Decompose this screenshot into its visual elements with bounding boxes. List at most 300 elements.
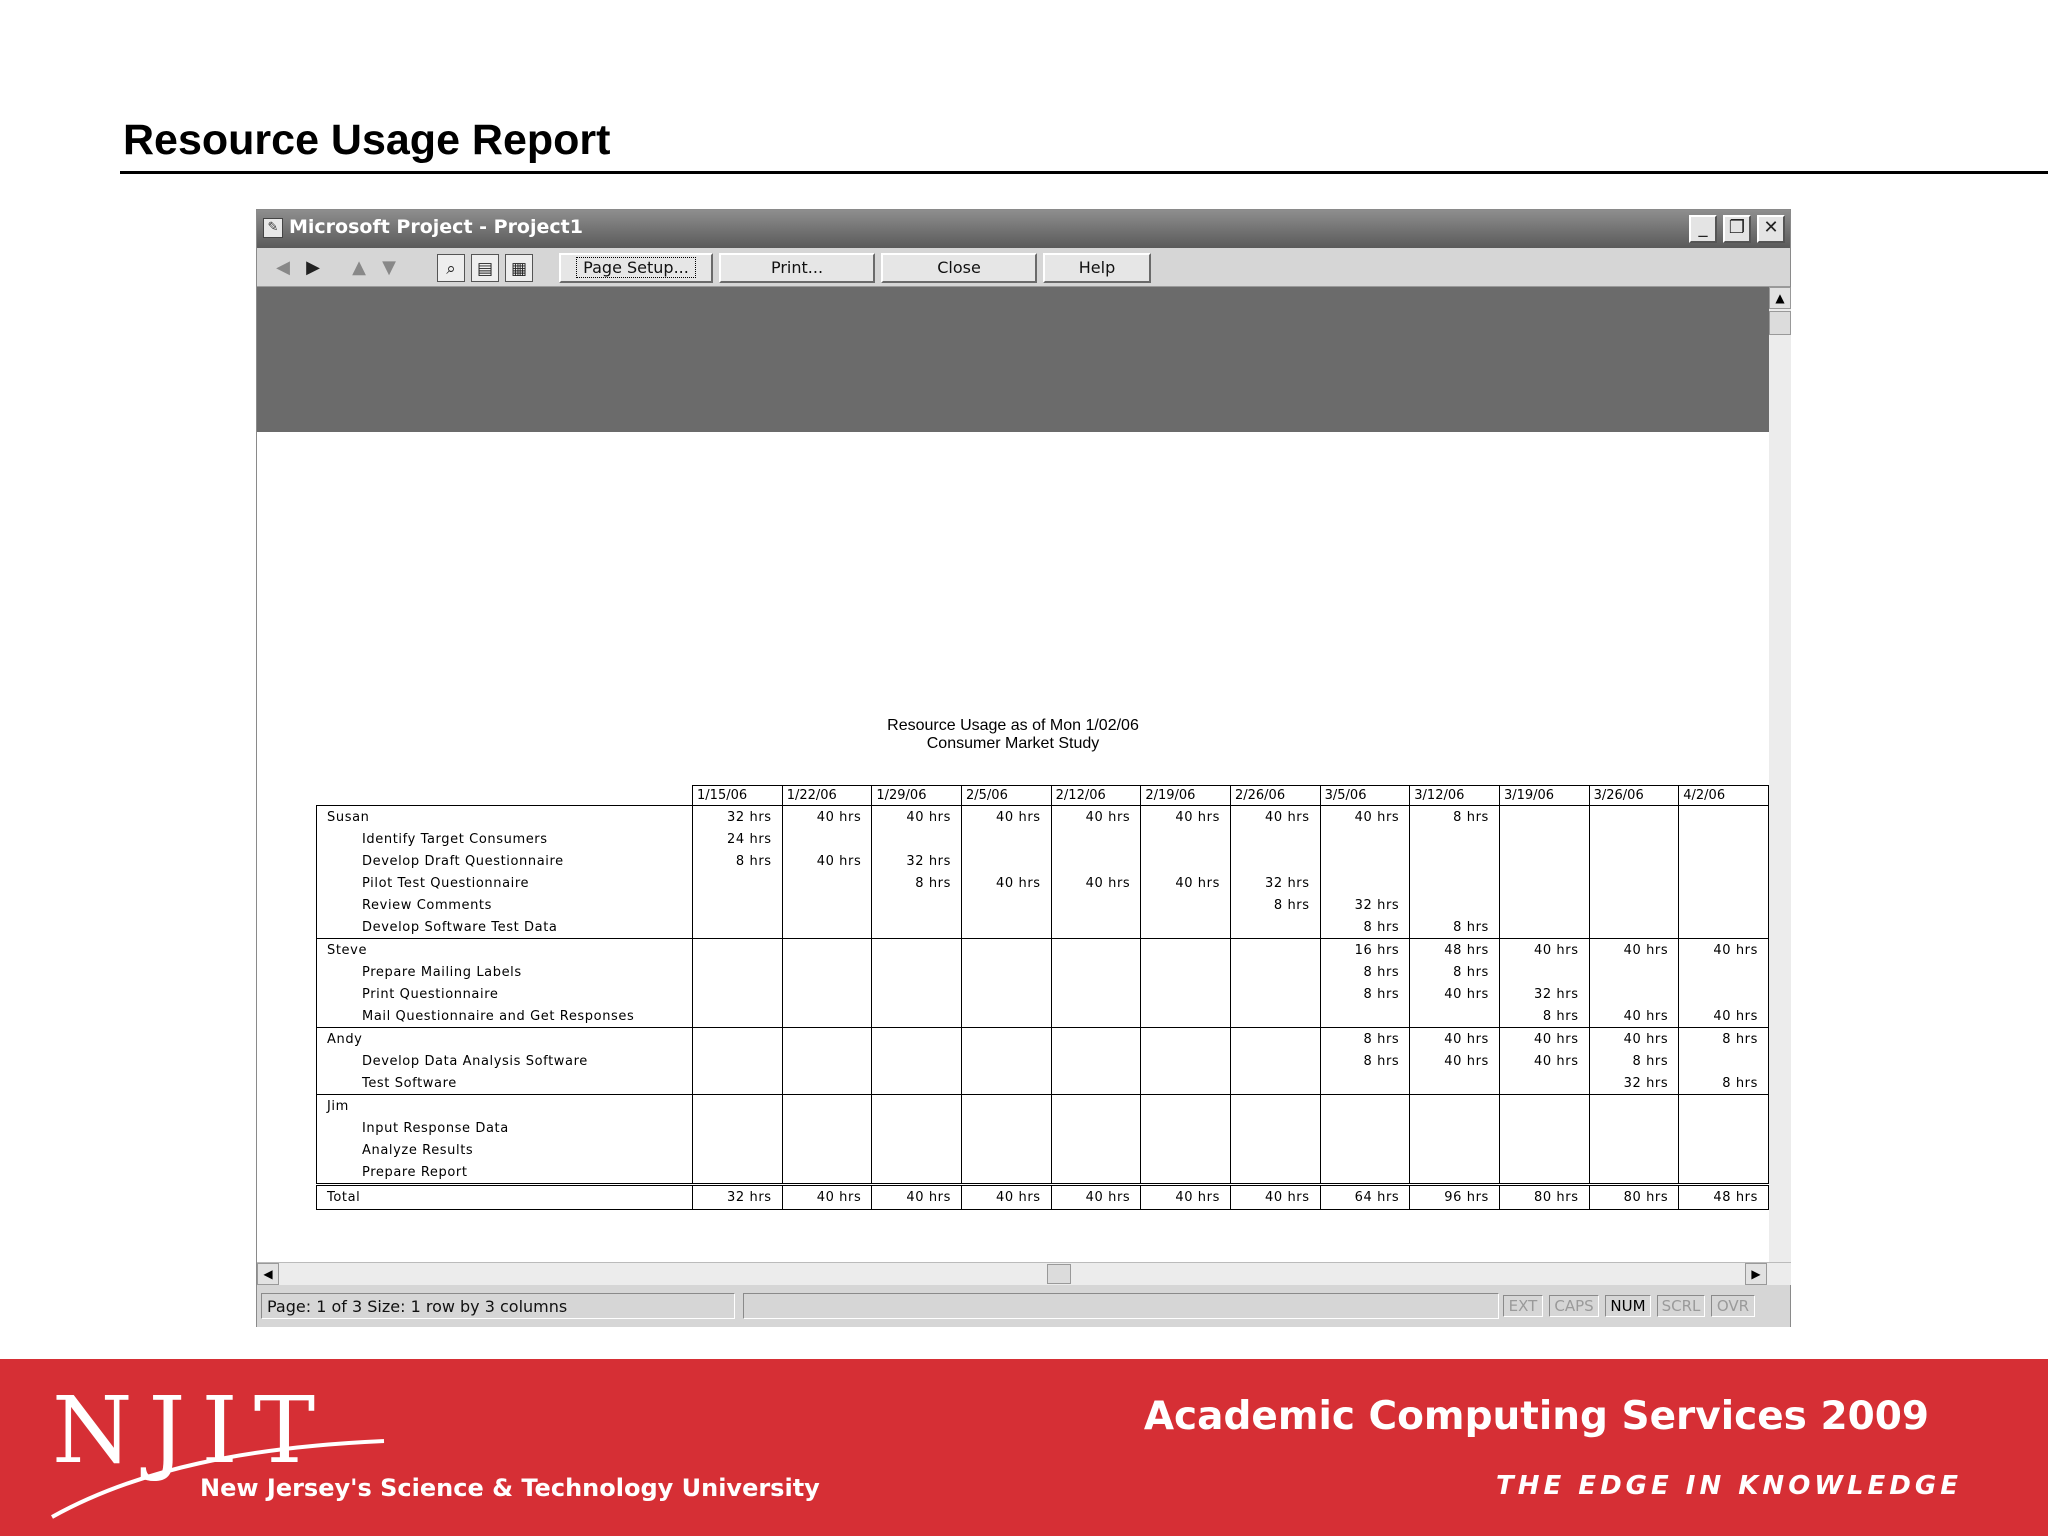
row-name: Develop Draft Questionnaire (317, 850, 693, 872)
total-label: Total (317, 1185, 693, 1210)
hours-cell (1051, 894, 1141, 916)
hours-cell (693, 1050, 783, 1072)
footer-banner (0, 1359, 2048, 1536)
hours-cell (1410, 850, 1500, 872)
horizontal-scroll-thumb[interactable] (1047, 1264, 1071, 1284)
hours-cell (872, 1161, 962, 1185)
date-header-cell: 2/26/06 (1230, 786, 1320, 806)
resource-row (317, 1095, 1769, 1118)
hours-cell: 8 hrs (1679, 1072, 1769, 1095)
hours-cell (1589, 1095, 1679, 1118)
hours-cell: 48 hrs (1410, 939, 1500, 962)
hours-cell (1230, 1161, 1320, 1185)
hours-cell (1679, 1050, 1769, 1072)
hours-cell (1679, 1161, 1769, 1185)
hours-cell (1320, 872, 1410, 894)
hours-cell (872, 894, 962, 916)
hours-cell: 32 hrs (1589, 1072, 1679, 1095)
row-name: Mail Questionnaire and Get Responses (317, 1005, 693, 1028)
status-num: NUM (1605, 1295, 1651, 1317)
hours-cell (1141, 983, 1231, 1005)
hours-cell: 40 hrs (1589, 1028, 1679, 1051)
report-body (317, 806, 1769, 1210)
hours-cell (872, 1095, 962, 1118)
njit-logo: NJIT (52, 1377, 332, 1484)
date-header-cell: 1/15/06 (693, 786, 783, 806)
row-name: Input Response Data (317, 1117, 693, 1139)
hours-cell (782, 916, 872, 939)
row-name: Jim (317, 1095, 693, 1118)
hours-cell (1141, 828, 1231, 850)
hours-cell (1499, 1095, 1589, 1118)
hours-cell: 8 hrs (1679, 1028, 1769, 1051)
hours-cell (693, 939, 783, 962)
hours-cell (1230, 1028, 1320, 1051)
hours-cell (693, 1095, 783, 1118)
hours-cell (1679, 1095, 1769, 1118)
hours-cell: 40 hrs (1320, 806, 1410, 829)
date-header-cell: 3/26/06 (1589, 786, 1679, 806)
hours-cell (1499, 828, 1589, 850)
resource-usage-table (316, 785, 1769, 1210)
status-well-middle (743, 1293, 1499, 1319)
hours-cell: 40 hrs (1051, 872, 1141, 894)
hours-cell: 8 hrs (1410, 806, 1500, 829)
row-name: Review Comments (317, 894, 693, 916)
hours-cell: 40 hrs (962, 806, 1052, 829)
task-row (317, 828, 1769, 850)
hours-cell (1499, 916, 1589, 939)
hours-cell: 8 hrs (693, 850, 783, 872)
hours-cell (1679, 894, 1769, 916)
hours-cell (782, 1095, 872, 1118)
hours-cell (1589, 1161, 1679, 1185)
hours-cell: 32 hrs (1230, 872, 1320, 894)
row-name: Develop Software Test Data (317, 916, 693, 939)
hours-cell (1320, 1095, 1410, 1118)
hours-cell (1679, 828, 1769, 850)
status-scrl: SCRL (1657, 1295, 1705, 1317)
footer-motto: THE EDGE IN KNOWLEDGE (1496, 1471, 1962, 1501)
footer-org: Academic Computing Services 2009 (1143, 1394, 1929, 1439)
hours-cell (872, 1139, 962, 1161)
hours-cell (1051, 961, 1141, 983)
hours-cell (1410, 1072, 1500, 1095)
hours-cell (872, 916, 962, 939)
hours-cell (1230, 939, 1320, 962)
task-row (317, 1139, 1769, 1161)
hours-cell (1051, 916, 1141, 939)
one-page-icon[interactable]: ▤ (471, 254, 499, 282)
task-row (317, 850, 1769, 872)
hours-cell: 8 hrs (872, 872, 962, 894)
hours-cell (1141, 1005, 1231, 1028)
hours-cell (1410, 872, 1500, 894)
hours-cell (1499, 1072, 1589, 1095)
total-cell: 40 hrs (872, 1185, 962, 1210)
close-icon[interactable]: ✕ (1757, 215, 1785, 243)
hours-cell: 40 hrs (1589, 939, 1679, 962)
row-name: Prepare Report (317, 1161, 693, 1185)
hours-cell (872, 939, 962, 962)
minimize-icon[interactable]: _ (1689, 215, 1717, 243)
hours-cell (962, 1050, 1052, 1072)
resource-row (317, 1028, 1769, 1051)
hours-cell (1679, 1117, 1769, 1139)
hours-cell (693, 1028, 783, 1051)
task-row (317, 1005, 1769, 1028)
vertical-scrollbar[interactable] (1769, 287, 1791, 1262)
hours-cell: 40 hrs (1499, 939, 1589, 962)
hours-cell (782, 828, 872, 850)
hours-cell (1051, 939, 1141, 962)
row-name: Andy (317, 1028, 693, 1051)
row-name: Susan (317, 806, 693, 829)
total-cell: 40 hrs (962, 1185, 1052, 1210)
row-name: Pilot Test Questionnaire (317, 872, 693, 894)
multiple-pages-icon[interactable]: ▦ (505, 254, 533, 282)
task-row (317, 1072, 1769, 1095)
hours-cell (1230, 916, 1320, 939)
status-ovr: OVR (1711, 1295, 1755, 1317)
hours-cell (962, 1072, 1052, 1095)
hours-cell (1589, 983, 1679, 1005)
hours-cell: 40 hrs (782, 850, 872, 872)
hours-cell (1051, 1139, 1141, 1161)
hours-cell (1141, 1161, 1231, 1185)
status-caps: CAPS (1549, 1295, 1599, 1317)
hours-cell: 8 hrs (1320, 961, 1410, 983)
row-name: Analyze Results (317, 1139, 693, 1161)
hours-cell (1051, 828, 1141, 850)
hours-cell (1230, 961, 1320, 983)
title-rule (120, 171, 2048, 174)
hours-cell (872, 1050, 962, 1072)
hours-cell (1499, 872, 1589, 894)
date-header-cell: 1/22/06 (782, 786, 872, 806)
hours-cell (782, 1028, 872, 1051)
hours-cell: 40 hrs (962, 872, 1052, 894)
vertical-scroll-thumb[interactable] (1769, 311, 1791, 335)
row-name: Identify Target Consumers (317, 828, 693, 850)
hours-cell (1679, 872, 1769, 894)
hours-cell (1141, 961, 1231, 983)
scroll-up-icon[interactable]: ▲ (1769, 287, 1791, 309)
hours-cell (1230, 1050, 1320, 1072)
total-row (317, 1185, 1769, 1210)
total-cell: 80 hrs (1499, 1185, 1589, 1210)
hours-cell (1230, 1005, 1320, 1028)
hours-cell: 32 hrs (693, 806, 783, 829)
row-name: Develop Data Analysis Software (317, 1050, 693, 1072)
resource-row (317, 939, 1769, 962)
hours-cell (1589, 916, 1679, 939)
hours-cell (1589, 1139, 1679, 1161)
status-bar (257, 1285, 1790, 1327)
hours-cell (1499, 806, 1589, 829)
app-icon[interactable]: ✎ (263, 218, 283, 238)
hours-cell: 16 hrs (1320, 939, 1410, 962)
hours-cell (1320, 1139, 1410, 1161)
arrow-right-icon[interactable]: ▶ (306, 257, 320, 278)
date-header-row (317, 786, 1769, 806)
close-button[interactable]: Close (881, 253, 1037, 283)
hours-cell: 8 hrs (1410, 916, 1500, 939)
hours-cell (1410, 1005, 1500, 1028)
hours-cell (693, 961, 783, 983)
hours-cell (693, 1139, 783, 1161)
hours-cell: 40 hrs (1410, 1028, 1500, 1051)
hours-cell (872, 1005, 962, 1028)
hours-cell (693, 1117, 783, 1139)
hours-cell (693, 1005, 783, 1028)
hours-cell: 8 hrs (1320, 916, 1410, 939)
restore-icon[interactable]: ❐ (1723, 215, 1751, 243)
hours-cell (1589, 850, 1679, 872)
hours-cell (1410, 1095, 1500, 1118)
hours-cell (782, 961, 872, 983)
hours-cell (1141, 1139, 1231, 1161)
hours-cell (693, 1161, 783, 1185)
window-titlebar[interactable] (257, 210, 1790, 248)
hours-cell: 40 hrs (1141, 806, 1231, 829)
hours-cell (1589, 872, 1679, 894)
hours-cell (693, 872, 783, 894)
hours-cell: 40 hrs (1679, 1005, 1769, 1028)
hours-cell (693, 894, 783, 916)
hours-cell (962, 1028, 1052, 1051)
hours-cell (1320, 828, 1410, 850)
hours-cell (962, 850, 1052, 872)
hours-cell: 8 hrs (1320, 1028, 1410, 1051)
hours-cell (872, 1028, 962, 1051)
total-cell: 40 hrs (1051, 1185, 1141, 1210)
hours-cell (1141, 916, 1231, 939)
task-row (317, 1161, 1769, 1185)
task-row (317, 916, 1769, 939)
report-subtitle: Consumer Market Study (926, 735, 1100, 752)
total-cell: 32 hrs (693, 1185, 783, 1210)
hours-cell (1589, 894, 1679, 916)
page-setup-label: Page Setup... (576, 257, 696, 278)
hours-cell (1051, 1028, 1141, 1051)
zoom-icon[interactable]: ⌕ (437, 254, 465, 282)
hours-cell (782, 1161, 872, 1185)
help-button[interactable]: Help (1043, 253, 1151, 283)
hours-cell (1589, 1117, 1679, 1139)
hours-cell (962, 961, 1052, 983)
task-row (317, 983, 1769, 1005)
hours-cell (1320, 1161, 1410, 1185)
hours-cell (1051, 983, 1141, 1005)
hours-cell (872, 1117, 962, 1139)
hours-cell (1051, 1117, 1141, 1139)
hours-cell (1141, 1072, 1231, 1095)
arrow-left-icon[interactable]: ◀ (276, 257, 290, 278)
hours-cell (962, 1139, 1052, 1161)
hours-cell: 8 hrs (1589, 1050, 1679, 1072)
status-text: Page: 1 of 3 Size: 1 row by 3 columns (267, 1297, 568, 1316)
hours-cell: 24 hrs (693, 828, 783, 850)
hours-cell (782, 1072, 872, 1095)
hours-cell (1141, 1050, 1231, 1072)
total-cell: 48 hrs (1679, 1185, 1769, 1210)
hours-cell (962, 1161, 1052, 1185)
slide-title: Resource Usage Report (123, 116, 611, 164)
hours-cell (962, 1005, 1052, 1028)
hours-cell (962, 828, 1052, 850)
hours-cell (782, 983, 872, 1005)
hours-cell (962, 1117, 1052, 1139)
hours-cell (1051, 1072, 1141, 1095)
hours-cell (872, 828, 962, 850)
hours-cell (1589, 828, 1679, 850)
hours-cell: 8 hrs (1410, 961, 1500, 983)
hours-cell (1499, 1161, 1589, 1185)
date-header-cell: 3/5/06 (1320, 786, 1410, 806)
hours-cell: 40 hrs (1499, 1050, 1589, 1072)
arrow-down-icon[interactable]: ▼ (382, 257, 396, 278)
hours-cell (1320, 1117, 1410, 1139)
hours-cell: 32 hrs (1499, 983, 1589, 1005)
preview-page (257, 432, 1769, 1262)
hours-cell (1499, 1139, 1589, 1161)
horizontal-scrollbar[interactable] (257, 1262, 1791, 1285)
row-name: Print Questionnaire (317, 983, 693, 1005)
hours-cell (1410, 1117, 1500, 1139)
hours-cell (1320, 850, 1410, 872)
hours-cell: 40 hrs (1679, 939, 1769, 962)
hours-cell (1499, 1117, 1589, 1139)
hours-cell (693, 1072, 783, 1095)
date-header-cell: 4/2/06 (1679, 786, 1769, 806)
status-ext: EXT (1503, 1295, 1543, 1317)
hours-cell (693, 983, 783, 1005)
scroll-left-icon[interactable]: ◀ (257, 1263, 279, 1285)
hours-cell (1679, 806, 1769, 829)
hours-cell: 8 hrs (1320, 983, 1410, 1005)
page-setup-button[interactable] (559, 253, 713, 283)
date-header-cell: 2/5/06 (962, 786, 1052, 806)
print-button[interactable]: Print... (719, 253, 875, 283)
hours-cell (782, 894, 872, 916)
task-row (317, 961, 1769, 983)
hours-cell (1051, 1095, 1141, 1118)
total-cell: 80 hrs (1589, 1185, 1679, 1210)
hours-cell (1679, 983, 1769, 1005)
task-row (317, 1117, 1769, 1139)
hours-cell (962, 983, 1052, 1005)
hours-cell (1410, 1161, 1500, 1185)
hours-cell (872, 983, 962, 1005)
hours-cell (1410, 894, 1500, 916)
hours-cell: 32 hrs (872, 850, 962, 872)
hours-cell (1230, 983, 1320, 1005)
hours-cell (1499, 894, 1589, 916)
hours-cell (1051, 1050, 1141, 1072)
hours-cell (1230, 1139, 1320, 1161)
total-cell: 40 hrs (1141, 1185, 1231, 1210)
hours-cell (1141, 1028, 1231, 1051)
preview-toolbar (257, 248, 1790, 287)
hours-cell (782, 1139, 872, 1161)
hours-cell (962, 894, 1052, 916)
total-cell: 64 hrs (1320, 1185, 1410, 1210)
scroll-right-icon[interactable]: ▶ (1745, 1263, 1767, 1285)
hours-cell: 40 hrs (872, 806, 962, 829)
hours-cell (782, 939, 872, 962)
hours-cell (1679, 850, 1769, 872)
hours-cell: 8 hrs (1230, 894, 1320, 916)
print-preview-window (256, 209, 1791, 1327)
hours-cell (1230, 1072, 1320, 1095)
hours-cell: 40 hrs (1141, 872, 1231, 894)
hours-cell: 40 hrs (1410, 1050, 1500, 1072)
row-name: Test Software (317, 1072, 693, 1095)
hours-cell (1230, 850, 1320, 872)
hours-cell (962, 1095, 1052, 1118)
hours-cell: 40 hrs (1410, 983, 1500, 1005)
hours-cell (1499, 850, 1589, 872)
hours-cell: 8 hrs (1499, 1005, 1589, 1028)
hours-cell: 40 hrs (1499, 1028, 1589, 1051)
hours-cell (872, 1072, 962, 1095)
hours-cell (1051, 1161, 1141, 1185)
hours-cell (1141, 1095, 1231, 1118)
hours-cell: 8 hrs (1320, 1050, 1410, 1072)
hours-cell (1679, 1139, 1769, 1161)
resource-row (317, 806, 1769, 829)
hours-cell (1141, 850, 1231, 872)
hours-cell (1679, 916, 1769, 939)
hours-cell (962, 916, 1052, 939)
date-header-cell: 3/12/06 (1410, 786, 1500, 806)
hours-cell (1410, 1139, 1500, 1161)
hours-cell (782, 1005, 872, 1028)
task-row (317, 894, 1769, 916)
hours-cell (1320, 1005, 1410, 1028)
hours-cell: 40 hrs (1589, 1005, 1679, 1028)
row-name: Steve (317, 939, 693, 962)
hours-cell (1410, 828, 1500, 850)
total-cell: 40 hrs (1230, 1185, 1320, 1210)
header-corner (317, 786, 693, 806)
task-row (317, 872, 1769, 894)
hours-cell (962, 939, 1052, 962)
date-header-cell: 3/19/06 (1499, 786, 1589, 806)
hours-cell (1141, 894, 1231, 916)
hours-cell: 40 hrs (1230, 806, 1320, 829)
hours-cell (1589, 806, 1679, 829)
total-cell: 96 hrs (1410, 1185, 1500, 1210)
hours-cell (1051, 1005, 1141, 1028)
hours-cell: 40 hrs (782, 806, 872, 829)
hours-cell: 32 hrs (1320, 894, 1410, 916)
hours-cell (1141, 1117, 1231, 1139)
hours-cell (1141, 939, 1231, 962)
date-header-cell: 2/12/06 (1051, 786, 1141, 806)
preview-background (257, 287, 1769, 432)
hours-cell (1051, 850, 1141, 872)
hours-cell (872, 961, 962, 983)
hours-cell (782, 1050, 872, 1072)
hours-cell (1230, 1117, 1320, 1139)
date-header-cell: 1/29/06 (872, 786, 962, 806)
arrow-up-icon[interactable]: ▲ (352, 257, 366, 278)
hours-cell (693, 916, 783, 939)
report-title: Resource Usage as of Mon 1/02/06 (887, 717, 1139, 734)
hours-cell (1230, 828, 1320, 850)
